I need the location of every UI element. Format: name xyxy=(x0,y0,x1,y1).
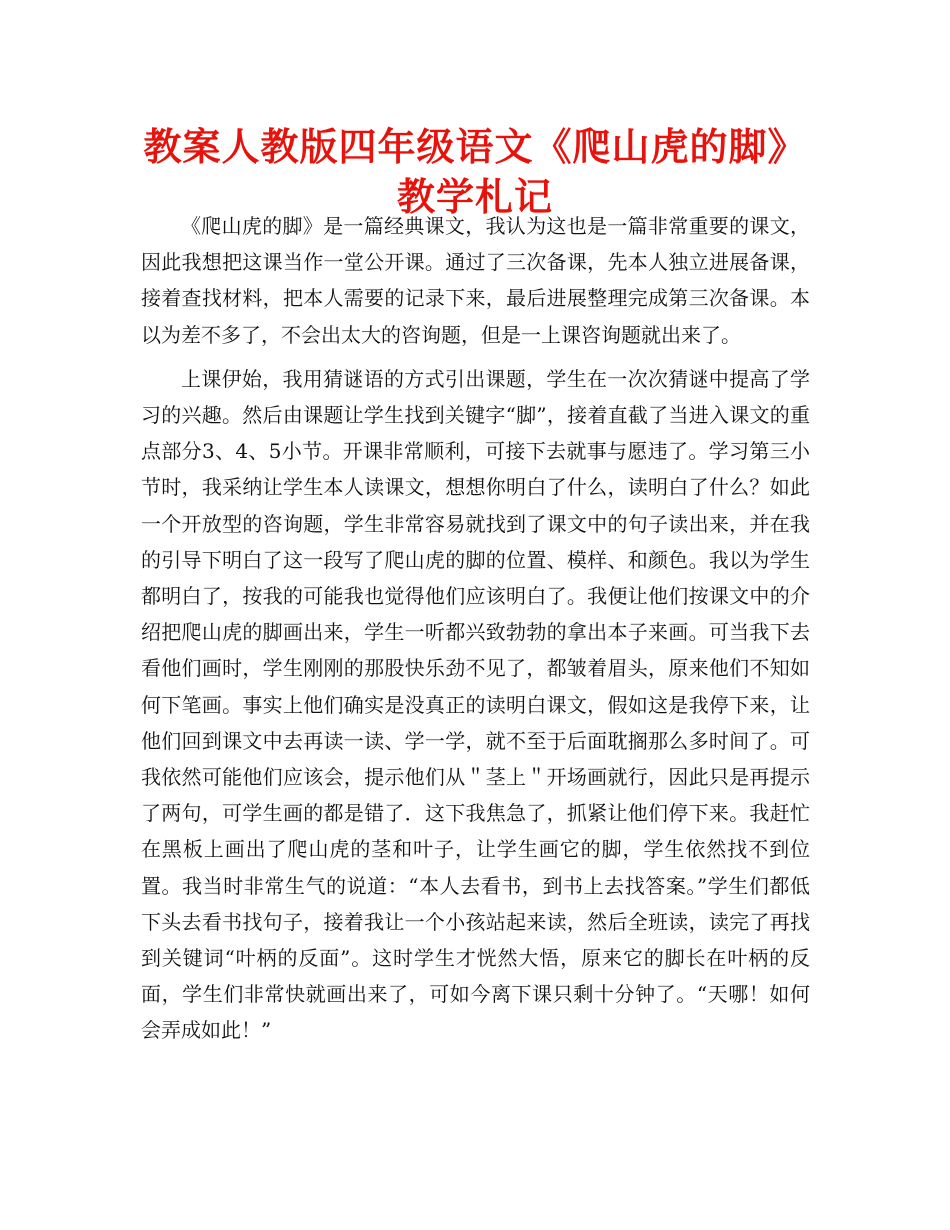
paragraph-1: 《爬山虎的脚》是一篇经典课文，我认为这也是一篇非常重要的课文，因此我想把这课当作一堂公开课。通过了三次备课，先本人独立进展备课，接着查找材料，把本人需要的记录下来，最后进展整理完成第三次备课。本以为差不多了，不会出太大的咨询题，但是一上课咨询题就出来了。 xyxy=(141,214,810,347)
document-body xyxy=(141,208,810,1049)
paragraph-2: 上课伊始，我用猜谜语的方式引出课题，学生在一次次猜谜中提高了学习的兴趣。然后由课题让学生找到关键字“脚”，接着直截了当进入课文的重点部分3、4、5小节。开课非常顺利，可接下去就事与愿违了。学习第三小节时，我采纳让学生本人读课文，想想你明白了什么，读明白了什么？如此一个开放型的咨询题，学生非常容易就找到了课文中的句子读出来，并在我的引导下明白了这一段写了爬山虎的脚的位置、模样、和颜色。我以为学生都明白了，按我的可能我也觉得他们应该明白了。我便让他们按课文中的介绍把爬山虎的脚画出来，学生一听都兴致勃勃的拿出本子来画。可当我下去看他们画时，学生刚刚的那股快乐劲不见了，都皱着眉头，原来他们不知如何下笔画。事实上他们确实是没真正的读明白课文，假如这是我停下来，让他们回到课文中去再读一读、学一学，就不至于后面耽搁那么多时间了。可我依然可能他们应该会，提示他们从＂茎上＂开场画就行，因此只是再提示了两句，可学生画的都是错了．这下我焦急了，抓紧让他们停下来。我赶忙在黑板上画出了爬山虎的茎和叶子，让学生画它的脚，学生依然找不到位置。我当时非常生气的说道：“本人去看书，到书上去找答案。”学生们都低下头去看书找句子，接着我让一个小孩站起来读，然后全班读，读完了再找到关键词“叶柄的反面”。这时学生才恍然大悟，原来它的脚长在叶柄的反面，学生们非常快就画出来了，可如今离下课只剩十分钟了。“天哪！如何会弄成如此！” xyxy=(141,366,810,1043)
document-title: 教案人教版四年级语文《爬山虎的脚》教学札记 xyxy=(143,125,807,219)
